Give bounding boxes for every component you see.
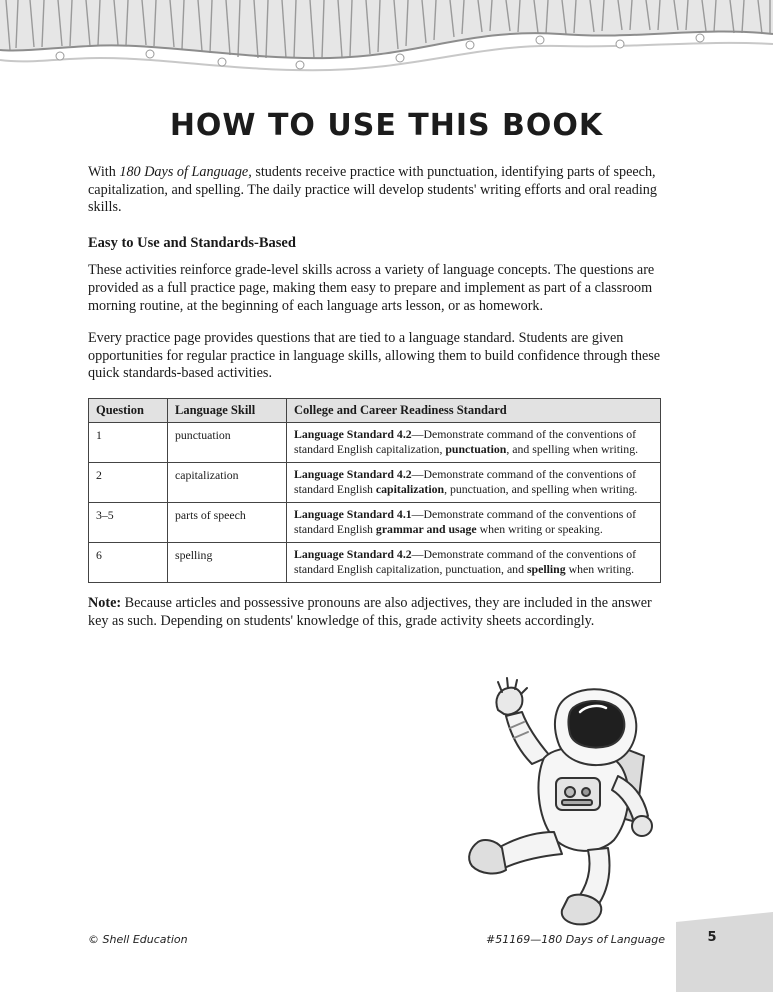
standard-text: —Demonstrate command of the conventions of standard English <box>294 466 637 496</box>
cell-skill: capitalization <box>168 462 287 502</box>
cell-question: 1 <box>89 422 168 462</box>
cell-skill: punctuation <box>168 422 287 462</box>
standard-text: —Demonstrate command of the conventions of standard English <box>294 506 637 536</box>
paragraph-standards: Every practice page provides questions that are tied to a language standard. Students are given opportunities for regular practice in language skills, allowing them to build confidence through these quick standards-based activities. <box>88 330 661 382</box>
standard-text-end: when writing. <box>565 561 635 576</box>
note-paragraph <box>88 595 663 630</box>
standard-emphasis: spelling <box>526 561 566 576</box>
standard-emphasis: capitalization <box>375 481 445 496</box>
top-decorative-banner <box>0 0 773 80</box>
standard-label: Language Standard 4.2 <box>294 466 412 481</box>
standards-table <box>88 398 661 583</box>
intro-paragraph <box>88 164 663 217</box>
standard-label: Language Standard 4.2 <box>294 426 412 441</box>
intro-after: students receive practice with punctuation, identifying parts of speech, capitalization, and spelling. The daily practice will develop students' writing efforts and oral reading skills. <box>88 164 657 216</box>
header-language-skill: Language Skill <box>168 398 287 422</box>
standard-emphasis: grammar and usage <box>375 521 477 536</box>
standard-label: Language Standard 4.1 <box>294 506 412 521</box>
table-row <box>89 502 661 542</box>
standard-emphasis: punctuation <box>445 441 507 456</box>
astronaut-illustration <box>458 672 678 932</box>
cell-skill: parts of speech <box>168 502 287 542</box>
note-text: Because articles and possessive pronouns are also adjectives, they are included in the answer key as such. Depending on students' knowledge of this, grade activity sheets accordingly. <box>88 594 652 629</box>
standard-text-end: when writing or speaking. <box>476 521 603 536</box>
cell-standard <box>287 462 661 502</box>
standard-label: Language Standard 4.2 <box>294 546 412 561</box>
cell-skill: spelling <box>168 542 287 582</box>
header-standard: College and Career Readiness Standard <box>287 398 661 422</box>
cell-question: 2 <box>89 462 168 502</box>
page-number: 5 <box>707 930 717 945</box>
standard-text-end: , and spelling when writing. <box>506 441 639 456</box>
footer-copyright: © Shell Education <box>88 933 188 946</box>
page-number-tab <box>676 912 773 992</box>
paragraph-activities: These activities reinforce grade-level skills across a variety of language concepts. The questions are provided as a full practice page, making them easy to prepare and implement as part of a classroom morning routine, at the beginning of each language arts lesson, or as homework. <box>88 262 655 314</box>
header-question: Question <box>89 398 168 422</box>
cell-standard <box>287 422 661 462</box>
standard-text: —Demonstrate command of the conventions of standard English capitalization, punctuation, and <box>294 546 637 576</box>
cell-question: 3–5 <box>89 502 168 542</box>
page-title: HOW TO USE THIS BOOK <box>169 108 604 143</box>
intro-before: With <box>88 164 120 180</box>
cell-question: 6 <box>89 542 168 582</box>
main-content <box>88 164 663 645</box>
cell-standard <box>287 542 661 582</box>
standard-text: —Demonstrate command of the conventions of standard English capitalization, <box>294 426 637 456</box>
book-title: 180 Days of Language, <box>119 164 252 180</box>
table-row <box>89 422 661 462</box>
section-heading: Easy to Use and Standards-Based <box>88 234 296 251</box>
standard-text-end: , punctuation, and spelling when writing. <box>444 481 638 496</box>
table-header-row <box>89 398 661 422</box>
table-row <box>89 542 661 582</box>
note-label: Note: <box>88 594 122 611</box>
table-row <box>89 462 661 502</box>
footer-product: #51169—180 Days of Language <box>486 933 666 946</box>
cell-standard <box>287 502 661 542</box>
